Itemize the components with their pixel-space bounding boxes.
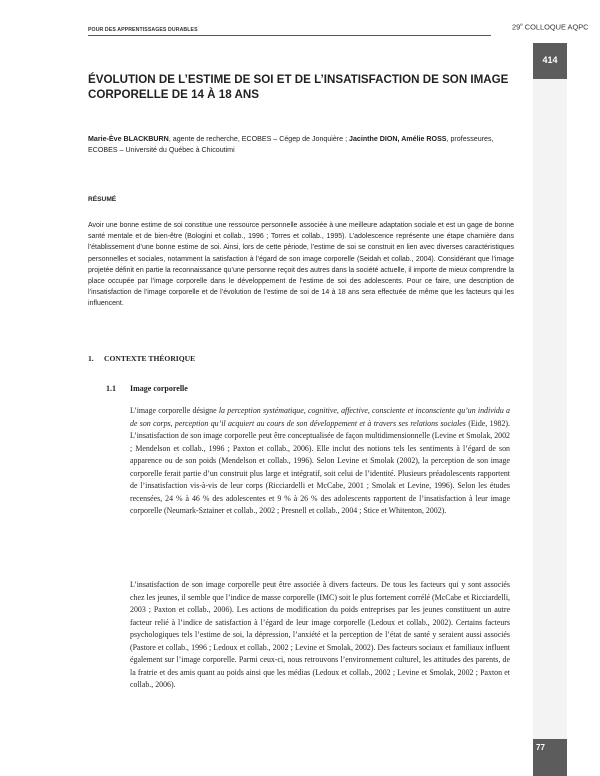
- section-number: 1.: [88, 354, 94, 363]
- subsection-heading: [106, 384, 188, 393]
- abstract-text: Avoir une bonne estime de soi constitue une ressource personnelle associée à une meilleure adaptation sociale et est un gage de bonne santé mentale et de bien-être (Bologini et collab., 1996 ; Torres et collab., 1995). L’adolescence représente une étape charnière dans l’établissement d’une bonne estime de soi. Ainsi, lors de cette période, l’estime de soi se construit en lien avec diverses caractéristiques personnelles et sociales, notamment la satisfaction à l’égard de son image corporelle (Seidah et collab., 2004). Considérant que l’image projetée définit en partie la reconnaissance qu’une personne reçoit des autres dans la société actuelle, il importe de mieux comprendre la place occupée par l’image corporelle dans le développement de l’estime de soi des adolescents. Pour ce faire, une description de l’insatisfaction de l’image corporelle et de l’évolution de l’estime de soi de 14 à 18 ans sera effectuée de même que les facteurs qui les influencent.: [88, 222, 514, 308]
- page-tab: 414: [533, 43, 567, 79]
- paragraph-1-lead: L’image corporelle désigne: [130, 406, 219, 415]
- colloquium-label: [512, 22, 588, 31]
- page-number-tab: [533, 739, 567, 776]
- author-2-affiliation: , professeures, ECOBES – Université du Québec à Chicoutimi: [88, 135, 494, 154]
- subsection-title: Image corporelle: [130, 384, 188, 393]
- page-number: 77: [536, 743, 545, 752]
- author-1-name: Marie-Ève BLACKBURN: [88, 135, 169, 143]
- header-rule: [88, 35, 491, 36]
- author-2-names: Jacinthe DION, Amélie ROSS: [349, 135, 447, 143]
- paragraph-1-rest: (Eide, 1982). L’insatisfaction de son image corporelle peut être conceptualisée de façon multidimensionnelle (Levine et Smolak, 2002 ; Mendelson et collab., 1996 ; Paxton et collab., 2006). Elle inclut des notions tels les sentiments à l’égard de son apparence ou de son poids (Mendelson et collab., 1996). Selon Levine et Smolak (2002), la perception de son image corporelle ferait partie d’un construit plus large et intégratif, soit celui de l’identité. Plusieurs préadolescents rapportent de l’insatisfaction vis-à-vis de leur corps (Ricciardelli et McCabe, 2001 ; Smolak et Levine, 1996). Selon les études recensées, 24 % à 46 % des adolescentes et 9 % à 26 % des adolescents rapportent de l’insatisfaction à leur image corporelle (Neumark-Sztainer et collab., 2002 ; Presnell et collab., 2004 ; Stice et Whitenton, 2002).: [130, 418, 510, 516]
- side-margin-bar: [533, 79, 567, 739]
- body-paragraph-2: L’insatisfaction de son image corporelle peut être associée à divers facteurs. De tous les facteurs qui y sont associés chez les jeunes, il semble que l’indice de masse corporelle (IMC) soit le plus fortement corrélé (McCabe et Ricciardelli, 2003 ; Paxton et collab., 2006). Les actions de modification du poids entreprises par les jeunes constituent un autre facteur relié à l’indice de satisfaction à l’égard de leur image corporelle (Ledoux et collab., 2002). Certains facteurs psychologiques tels l’estime de soi, la dépression, l’anxiété et la perception de l’état de santé y seraient aussi associés (Pastore et collab., 1996 ; Ledoux et collab., 2002 ; Levine et Smolak, 2002). Des facteurs sociaux et familiaux influent également sur l’image corporelle. Parmi ceux-ci, nous retrouvons l’environnement culturel, les attitudes des parents, de la fratrie et des amis quant au poids ainsi que les médias (Ledoux et collab., 2002 ; Levine et Smolak, 2002 ; Paxton et collab., 2006).: [130, 580, 510, 690]
- colloquium-number: 29: [512, 22, 521, 32]
- article-title: ÉVOLUTION DE L’ESTIME DE SOI ET DE L’INSATISFACTION DE SON IMAGE CORPORELLE DE 14 À 18 ANS: [88, 73, 509, 101]
- abstract-heading: RÉSUMÉ: [88, 196, 117, 203]
- paragraph-1-definition: la perception systématique, cognitive, affective, consciente et inconsciente qu’un individu a de son corps, perception qu’il acquiert au cours de son développement et à travers ses relations sociales: [130, 406, 510, 428]
- colloquium-ordinal: e: [520, 22, 523, 27]
- author-1-affiliation: , agente de recherche, ECOBES – Cégep de Jonquière ;: [168, 135, 350, 143]
- running-header: POUR DES APPRENTISSAGES DURABLES: [88, 27, 198, 33]
- body-paragraph-1: [130, 405, 510, 518]
- section-heading: [88, 354, 195, 363]
- authors: [88, 134, 518, 156]
- section-title: CONTEXTE THÉORIQUE: [104, 354, 196, 363]
- colloquium-name: COLLOQUE AQPC: [522, 22, 589, 32]
- subsection-number: 1.1: [106, 384, 116, 393]
